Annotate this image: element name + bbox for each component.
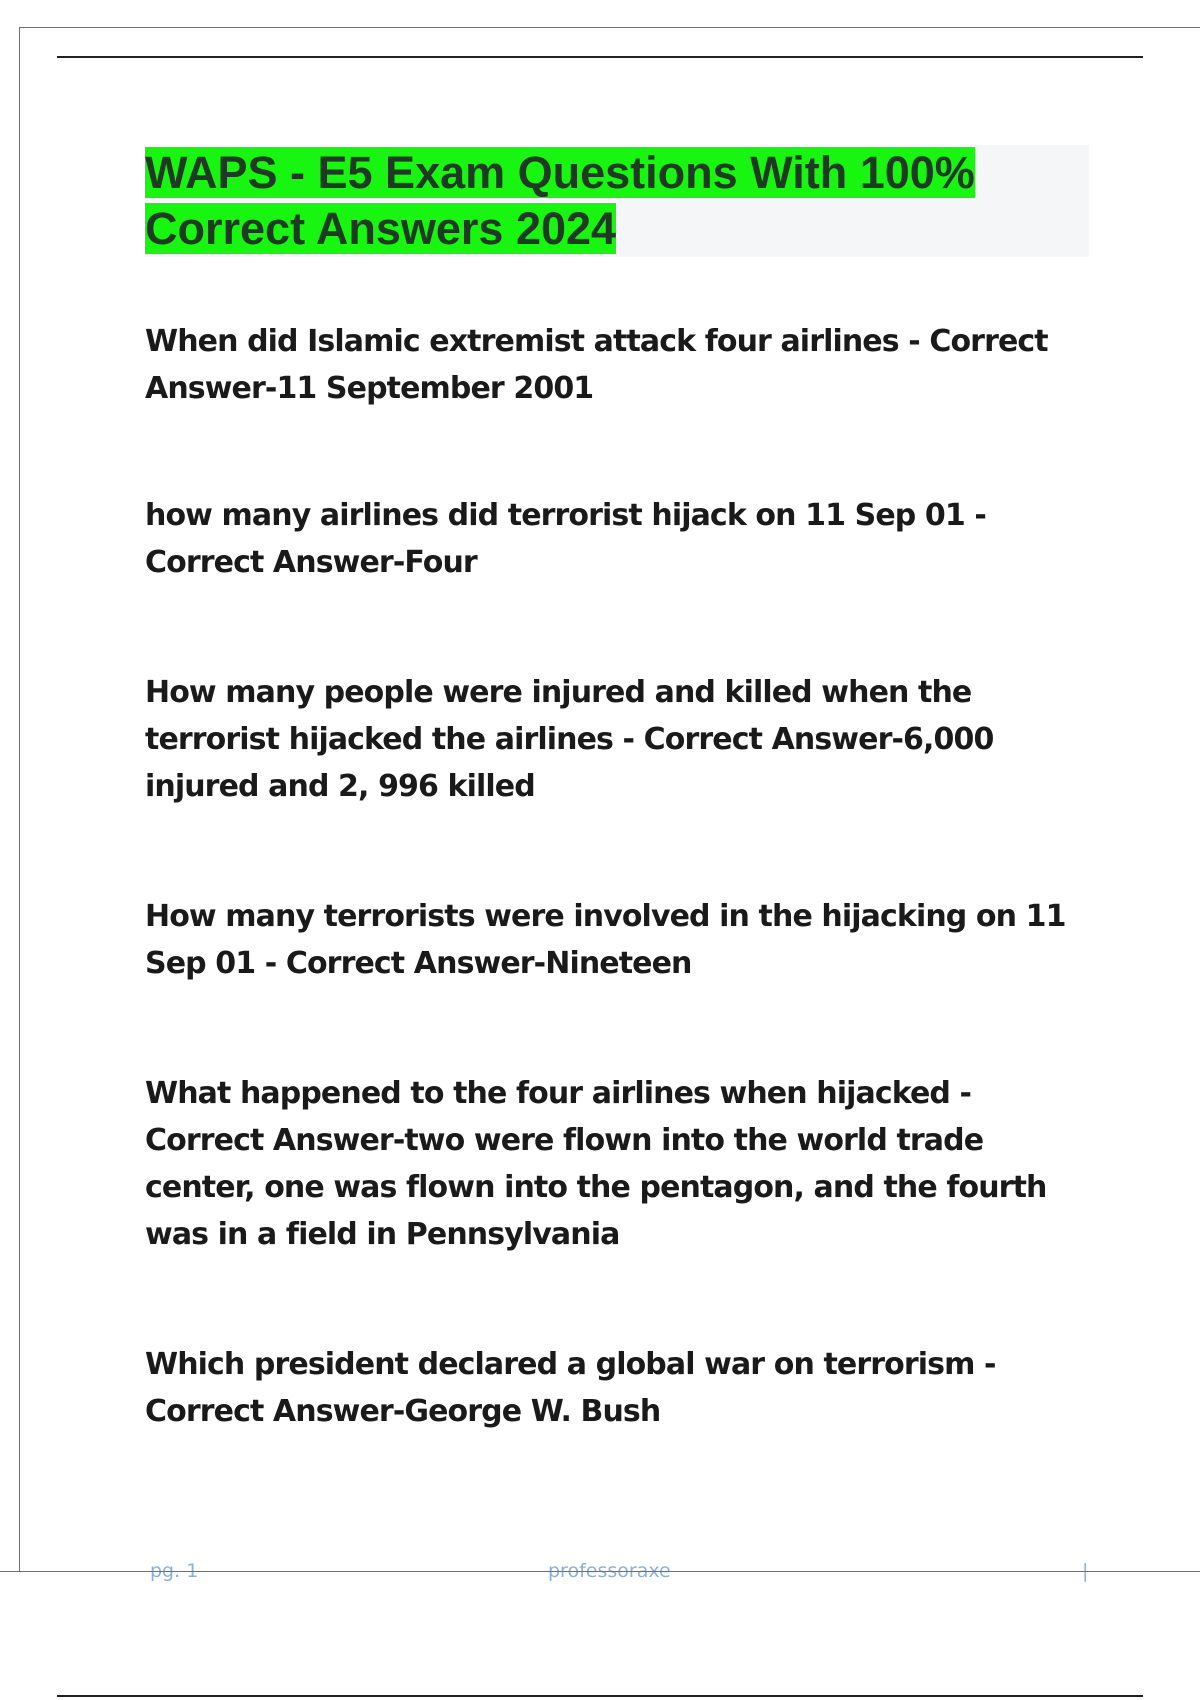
- footer-rule: [0, 1571, 1200, 1572]
- footer-author: professoraxe: [548, 1560, 671, 1582]
- document-title-text: WAPS - E5 Exam Questions With 100% Correct Answers 2024: [145, 147, 975, 254]
- footer-separator: |: [1082, 1560, 1089, 1582]
- page-footer: [0, 1560, 1200, 1586]
- qa-entry: What happened to the four airlines when hijacked - Correct Answer-two were flown into the world trade center, one was flown into the pentagon, and the fourth was in a field in Pennsylvania: [145, 1076, 1047, 1252]
- header-rule: [57, 56, 1143, 58]
- footer-bottom-rule: [57, 1695, 1143, 1697]
- document-title: [145, 145, 1089, 257]
- qa-list: [145, 318, 1095, 1435]
- qa-entry: Which president declared a global war on terrorism - Correct Answer-George W. Bush: [145, 1347, 996, 1429]
- footer-page-number: pg. 1: [150, 1560, 199, 1582]
- title-block: [145, 145, 1089, 257]
- qa-entry: how many airlines did terrorist hijack on 11 Sep 01 - Correct Answer-Four: [145, 498, 986, 580]
- qa-entry: How many people were injured and killed when the terrorist hijacked the airlines - Correct Answer-6,000 injured and 2, 996 killed: [145, 675, 994, 804]
- qa-entry: How many terrorists were involved in the hijacking on 11 Sep 01 - Correct Answer-Nineteen: [145, 899, 1066, 981]
- qa-entry: When did Islamic extremist attack four airlines - Correct Answer-11 September 2001: [145, 324, 1048, 406]
